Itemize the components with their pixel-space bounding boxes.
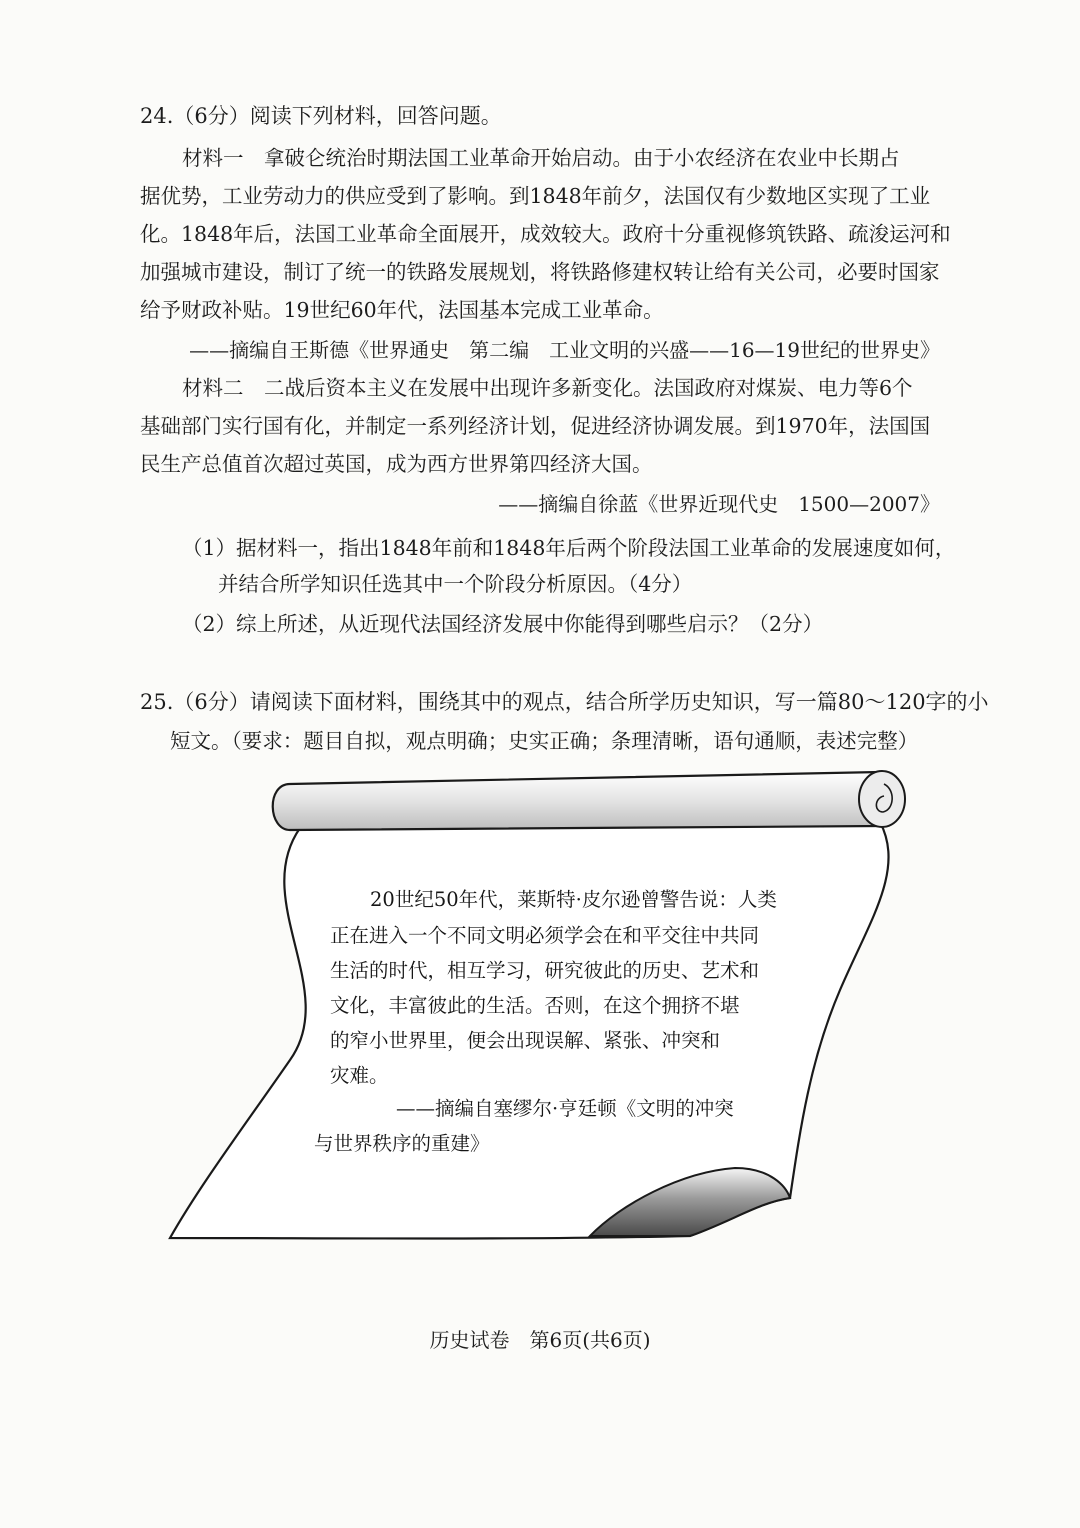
- scroll-quote-source-continued: 与世界秩序的重建》: [314, 1132, 490, 1155]
- sub-question-2: （2）综上所述，从近现代法国经济发展中你能得到哪些启示？（2分）: [182, 612, 824, 636]
- material-2-line: 材料二 二战后资本主义在发展中出现许多新变化。法国政府对煤炭、电力等6个: [182, 376, 913, 400]
- page-footer: 历史试卷 第6页(共6页): [429, 1328, 651, 1352]
- scroll-quote-source: ——摘编自塞缪尔·亨廷顿《文明的冲突: [396, 1097, 734, 1120]
- material-2-line: 基础部门实行国有化，并制定一系列经济计划，促进经济协调发展。到1970年，法国国: [140, 414, 931, 438]
- sub-question-1-continued: 并结合所学知识任选其中一个阶段分析原因。（4分）: [218, 572, 693, 596]
- sub-question-1: （1）据材料一，指出1848年前和1848年后两个阶段法国工业革命的发展速度如何，: [182, 536, 956, 560]
- scroll-quote-line: 文化，丰富彼此的生活。否则，在这个拥挤不堪: [330, 994, 740, 1017]
- scroll-quote-line: 生活的时代，相互学习，研究彼此的历史、艺术和: [330, 959, 760, 982]
- question-25-requirements: 短文。（要求：题目自拟，观点明确；史实正确；条理清晰，语句通顺，表述完整）: [170, 729, 919, 753]
- question-25-header: 25.（6分）请阅读下面材料，围绕其中的观点，结合所学历史知识，写一篇80～120字的小: [140, 690, 989, 714]
- question-24-header: 24.（6分）阅读下列材料，回答问题。: [140, 104, 502, 128]
- scroll-quote-line: 正在进入一个不同文明必须学会在和平交往中共同: [330, 924, 760, 947]
- material-1-line: 加强城市建设，制订了统一的铁路发展规划，将铁路修建权转让给有关公司，必要时国家: [140, 260, 940, 284]
- material-1-line: 据优势，工业劳动力的供应受到了影响。到1848年前夕，法国仅有少数地区实现了工业: [140, 184, 931, 208]
- scroll-top-roll: [273, 772, 902, 830]
- scroll-quote-line: 的窄小世界里，便会出现误解、紧张、冲突和: [330, 1029, 721, 1052]
- material-2-source: ——摘编自徐蓝《世界近现代史 1500—2007》: [498, 492, 940, 516]
- material-1-line: 给予财政补贴。19世纪60年代，法国基本完成工业革命。: [140, 298, 664, 322]
- scroll-quote-line: 20世纪50年代，莱斯特·皮尔逊曾警告说：人类: [370, 888, 777, 911]
- material-1-line: 材料一 拿破仑统治时期法国工业革命开始启动。由于小农经济在农业中长期占: [182, 146, 900, 170]
- material-1-line: 化。1848年后，法国工业革命全面展开，成效较大。政府十分重视修筑铁路、疏浚运河和: [140, 222, 951, 246]
- material-1-source: ——摘编自王斯德《世界通史 第二编 工业文明的兴盛——16—19世纪的世界史》: [189, 338, 940, 362]
- scroll-quote-line: 灾难。: [330, 1064, 389, 1087]
- scroll-roll-end: [859, 771, 905, 827]
- material-2-line: 民生产总值首次超过英国，成为西方世界第四经济大国。: [140, 452, 653, 476]
